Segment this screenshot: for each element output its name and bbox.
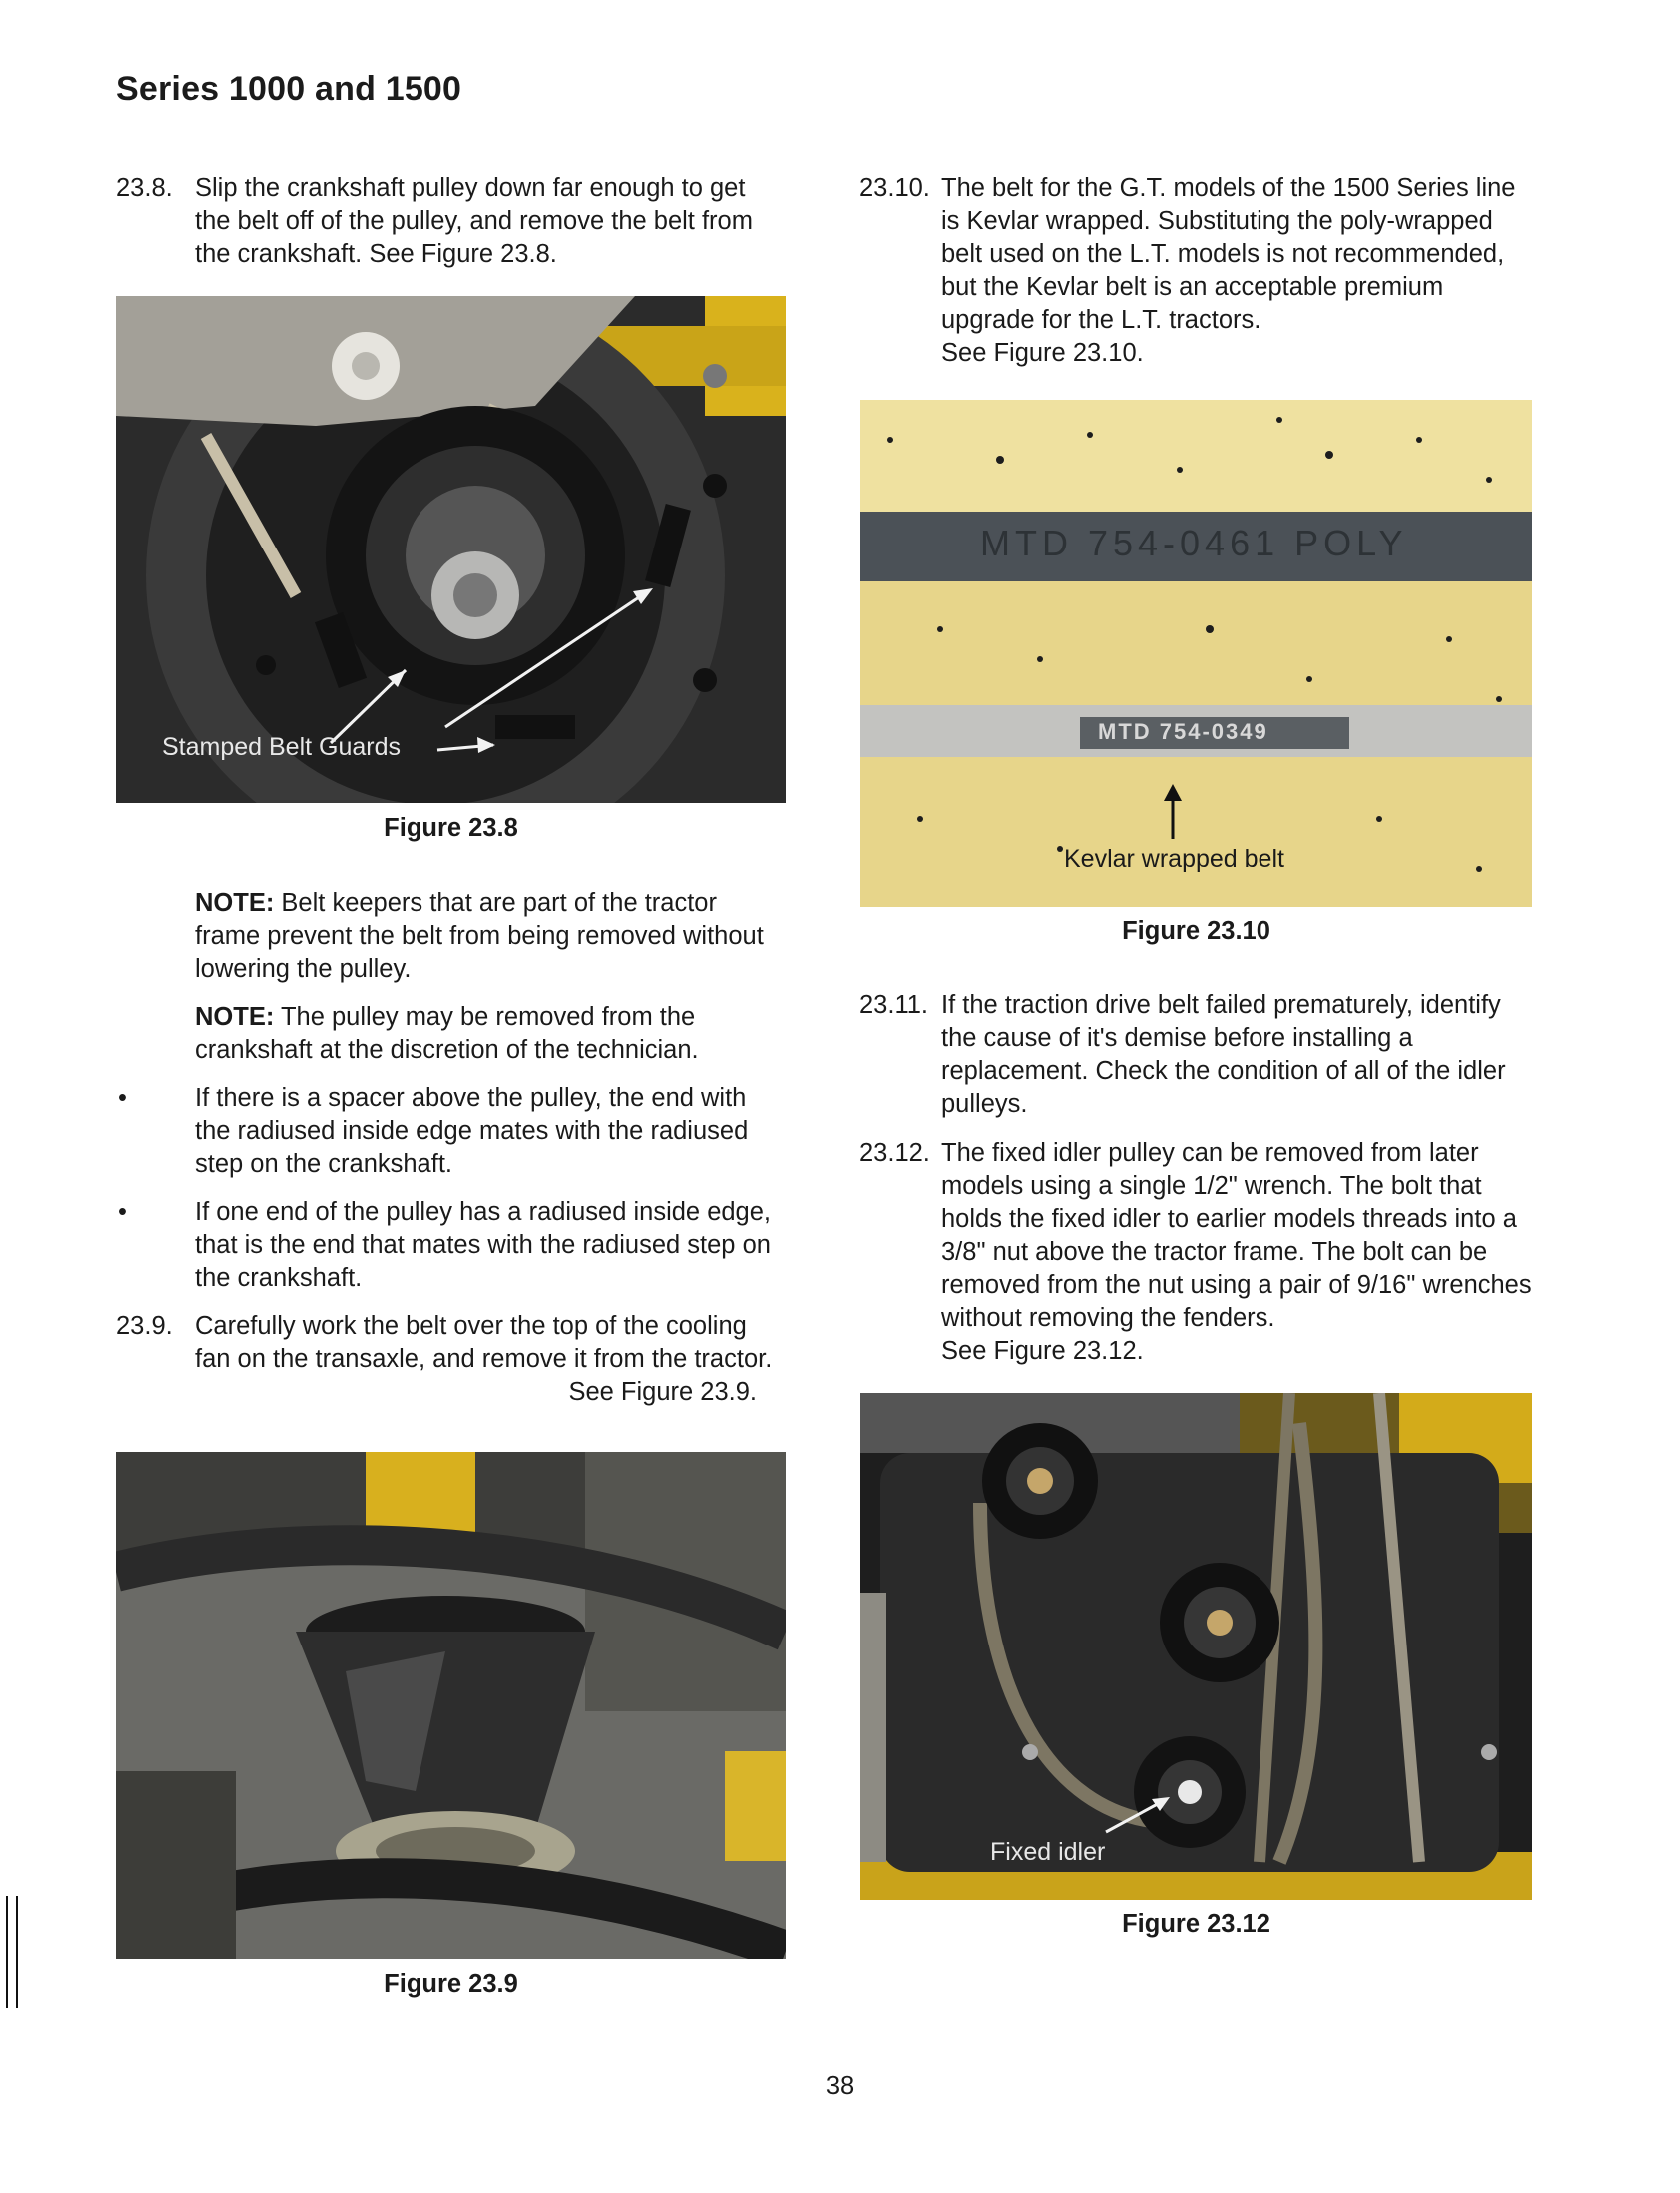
step-see-figure: See Figure 23.10. (941, 339, 1144, 367)
belt-print-kevlar: MTD 754-0349 (1098, 719, 1268, 744)
figure-23-8-label: Stamped Belt Guards (162, 733, 402, 761)
step-number: 23.11. (859, 991, 929, 1019)
note-label: NOTE: (195, 889, 275, 917)
step-see-figure: See Figure 23.12. (941, 1337, 1144, 1365)
figure-23-8-caption: Figure 23.8 (384, 814, 518, 842)
bullet-text: If one end of the pulley has a radiused inside edge, that is the end that mates with the radiused step on the crankshaft. (195, 1198, 771, 1292)
step-23-12 (859, 1137, 1538, 1368)
figure-23-9-photo (116, 1452, 786, 1959)
figure-23-8-photo (116, 296, 786, 803)
right-column-steps (859, 989, 1538, 1368)
right-column (859, 172, 1538, 370)
step-number: 23.9. (116, 1312, 173, 1340)
belt-print-poly: MTD 754-0461 POLY (980, 523, 1408, 563)
note-pulley-removal (195, 1001, 785, 1067)
figure-23-12-caption: Figure 23.12 (1122, 1910, 1270, 1938)
step-23-9 (116, 1310, 785, 1406)
bullet-dot: • (118, 1084, 127, 1112)
bullet-pulley-end (116, 1196, 785, 1295)
figure-23-10-caption: Figure 23.10 (1122, 917, 1270, 945)
step-text: The belt for the G.T. models of the 1500 Series line is Kevlar wrapped. Substituting the poly-wrapped belt used on the L.T. models is not recommended, but the Kevlar belt is an acceptable premium upgrade for the L.T. tractors. (941, 174, 1516, 334)
note-text: Belt keepers that are part of the tractor frame prevent the belt from being removed without lowering the pulley. (195, 889, 764, 983)
figure-23-10-label: Kevlar wrapped belt (1064, 845, 1284, 873)
figure-23-12-photo (860, 1393, 1532, 1900)
page-header: Series 1000 and 1500 (116, 70, 462, 108)
step-23-10 (859, 172, 1538, 370)
step-number: 23.8. (116, 174, 173, 202)
bullet-spacer (116, 1082, 785, 1181)
step-number: 23.12. (859, 1139, 930, 1167)
bullet-dot: • (118, 1198, 127, 1226)
margin-mark-line (16, 1896, 18, 2008)
figure-23-9-caption: Figure 23.9 (384, 1970, 518, 1998)
step-text: Slip the crankshaft pulley down far enough to get the belt off of the pulley, and remove the belt from the crankshaft. See Figure 23.8. (195, 174, 753, 268)
step-23-11 (859, 989, 1538, 1121)
step-see-figure: See Figure 23.9. (568, 1378, 757, 1406)
step-text: The fixed idler pulley can be removed from later models using a single 1/2" wrench. The bolt that holds the fixed idler to earlier models threads into a 3/8" nut above the tractor frame. The bolt can be removed from the nut using a pair of 9/16" wrenches without removing the fenders. (941, 1139, 1532, 1332)
left-column (116, 172, 785, 271)
note-belt-keepers (195, 887, 785, 986)
step-text: If the traction drive belt failed prematurely, identify the cause of it's demise before installing a replacement. Check the condition of all of the idler pulleys. (941, 991, 1506, 1118)
note-text: The pulley may be removed from the crankshaft at the discretion of the technician. (195, 1003, 699, 1064)
figure-23-10-photo (860, 400, 1532, 907)
left-column-notes (116, 887, 785, 1409)
page-number: 38 (825, 2072, 855, 2100)
bullet-text: If there is a spacer above the pulley, the end with the radiused inside edge mates with the radiused step on the crankshaft. (195, 1084, 749, 1178)
figure-23-12-label: Fixed idler (990, 1838, 1106, 1866)
step-text: Carefully work the belt over the top of the cooling fan on the transaxle, and remove it from the tractor. (195, 1312, 773, 1373)
step-number: 23.10. (859, 174, 930, 202)
note-label: NOTE: (195, 1003, 275, 1031)
step-23-8 (116, 172, 785, 271)
margin-mark-line (6, 1896, 8, 2008)
